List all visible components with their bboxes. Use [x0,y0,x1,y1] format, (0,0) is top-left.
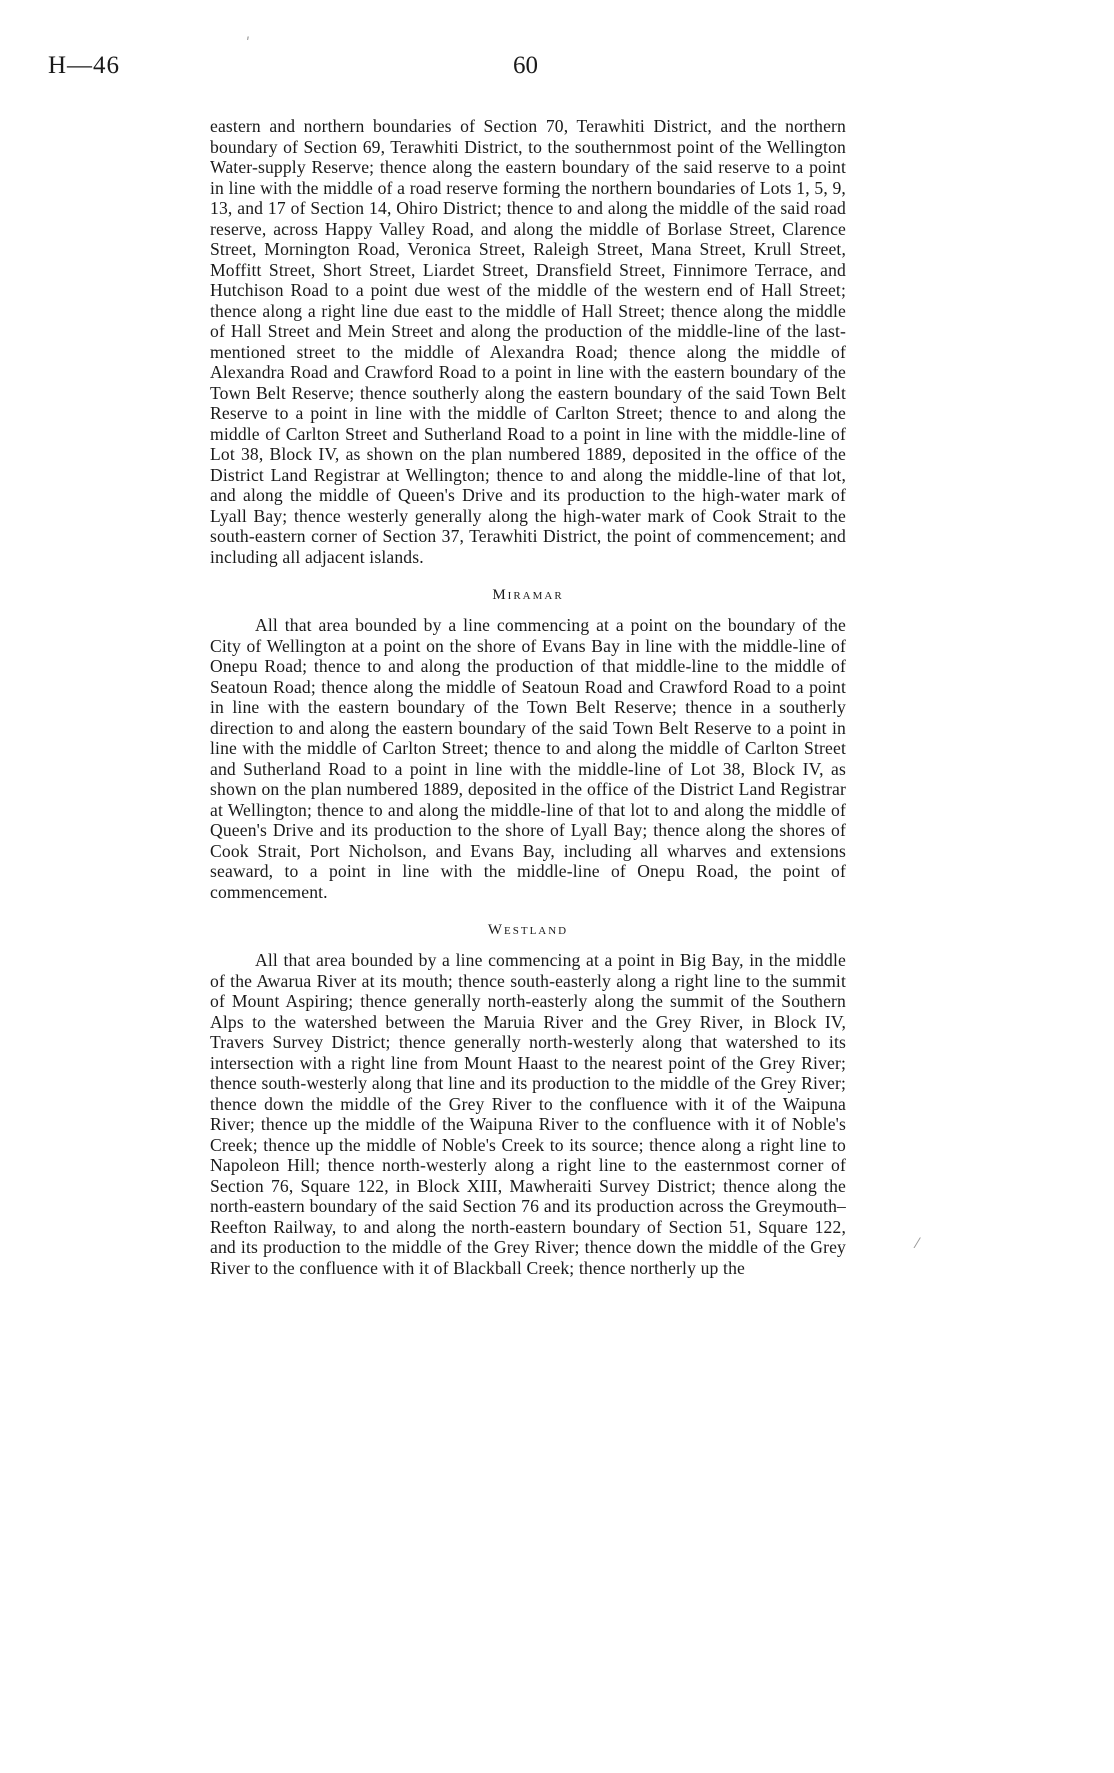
terawhiti-continued-paragraph: eastern and northern boundaries of Section 70, Terawhiti District, and the northern boundary of Section 69, Terawhiti District, to the southernmost point of the Wellington Water-supply Reserve; thence along the eastern boundary of the said reserve to a point in line with the middle of a road reserve forming the northern boundaries of Lots 1, 5, 9, 13, and 17 of Section 14, Ohiro District; thence to and along the middle of the said road reserve, across Happy Valley Road, and along the middle of Borlase Street, Clarence Street, Mornington Road, Veronica Street, Raleigh Street, Mana Street, Krull Street, Moffitt Street, Short Street, Liardet Street, Dransfield Street, Finnimore Terrace, and Hutchison Road to a point due west of the middle of the western end of Hall Street; thence along a right line due east to the middle of Hall Street; thence along the middle of Hall Street and Mein Street and along the production of the middle-line of the last-mentioned street to the middle of Alexandra Road; thence along the middle of Alexandra Road and Crawford Road to a point in line with the eastern boundary of the Town Belt Reserve; thence southerly along the eastern boundary of the said Town Belt Reserve to a point in line with the middle of Carlton Street; thence to and along the middle of Carlton Street and Sutherland Road to a point in line with the middle-line of Lot 38, Block IV, as shown on the plan numbered 1889, deposited in the office of the District Land Registrar at Wellington; thence to and along the middle-line of that lot, and along the middle of Queen's Drive and its production to the high-water mark of Lyall Bay; thence westerly generally along the high-water mark of Cook Strait to the south-eastern corner of Section 37, Terawhiti District, the point of commencement; and including all adjacent islands. [210,116,846,567]
scan-speck: ⁄ [916,1236,919,1252]
body-text [210,116,846,1278]
section-heading-miramar: Miramar [492,587,564,603]
page-number: 60 [513,52,538,79]
section-paragraph-westland: All that area bounded by a line commencing at a point in Big Bay, in the middle of the Awarua River at its mouth; thence south-easterly along a right line to the summit of Mount Aspiring; thence generally north-easterly along the summit of the Southern Alps to the watershed between the Maruia River and the Grey River, in Block IV, Travers Survey District; thence generally north-westerly along that watershed to its intersection with a right line from Mount Haast to the nearest point of the Grey River; thence south-westerly along that line and its production to the middle of the Grey River; thence down the middle of the Grey River to the confluence with it of the Waipuna River; thence up the middle of the Waipuna River to the confluence with it of Noble's Creek; thence up the middle of Noble's Creek to its source; thence along a right line to Napoleon Hill; thence north-westerly along a right line to the easternmost corner of Section 76, Square 122, in Block XIII, Mawheraiti Survey District; thence along the north-eastern boundary of the said Section 76 and its production across the Greymouth–Reefton Railway, to and along the north-eastern boundary of Section 51, Square 122, and its production to the middle of the Grey River; thence down the middle of the Grey River to the confluence with it of Blackball Creek; thence northerly up the [210,950,846,1278]
section-paragraph-miramar: All that area bounded by a line commencing at a point on the boundary of the City of Wellington at a point on the shore of Evans Bay in line with the middle-line of Onepu Road; thence to and along the production of that middle-line to the middle of Seatoun Road; thence along the middle of Seatoun Road and Crawford Road to a point in line with the eastern boundary of the Town Belt Reserve; thence in a southerly direction to and along the eastern boundary of the said Town Belt Reserve to a point in line with the middle of Carlton Street; thence to and along the middle of Carlton Street and Sutherland Road to a point in line with the middle-line of Lot 38, Block IV, as shown on the plan numbered 1889, deposited in the office of the District Land Registrar at Wellington; thence to and along the middle-line of that lot to and along the middle of Queen's Drive and its production to the shore of Lyall Bay; thence along the shores of Cook Strait, Port Nicholson, and Evans Bay, including all wharves and extensions seaward, to a point in line with the middle-line of Onepu Road, the point of commencement. [210,615,846,902]
scan-speck: ʹ [246,36,250,52]
section-heading-westland: Westland [487,922,569,938]
document-code: H—46 [48,52,121,79]
